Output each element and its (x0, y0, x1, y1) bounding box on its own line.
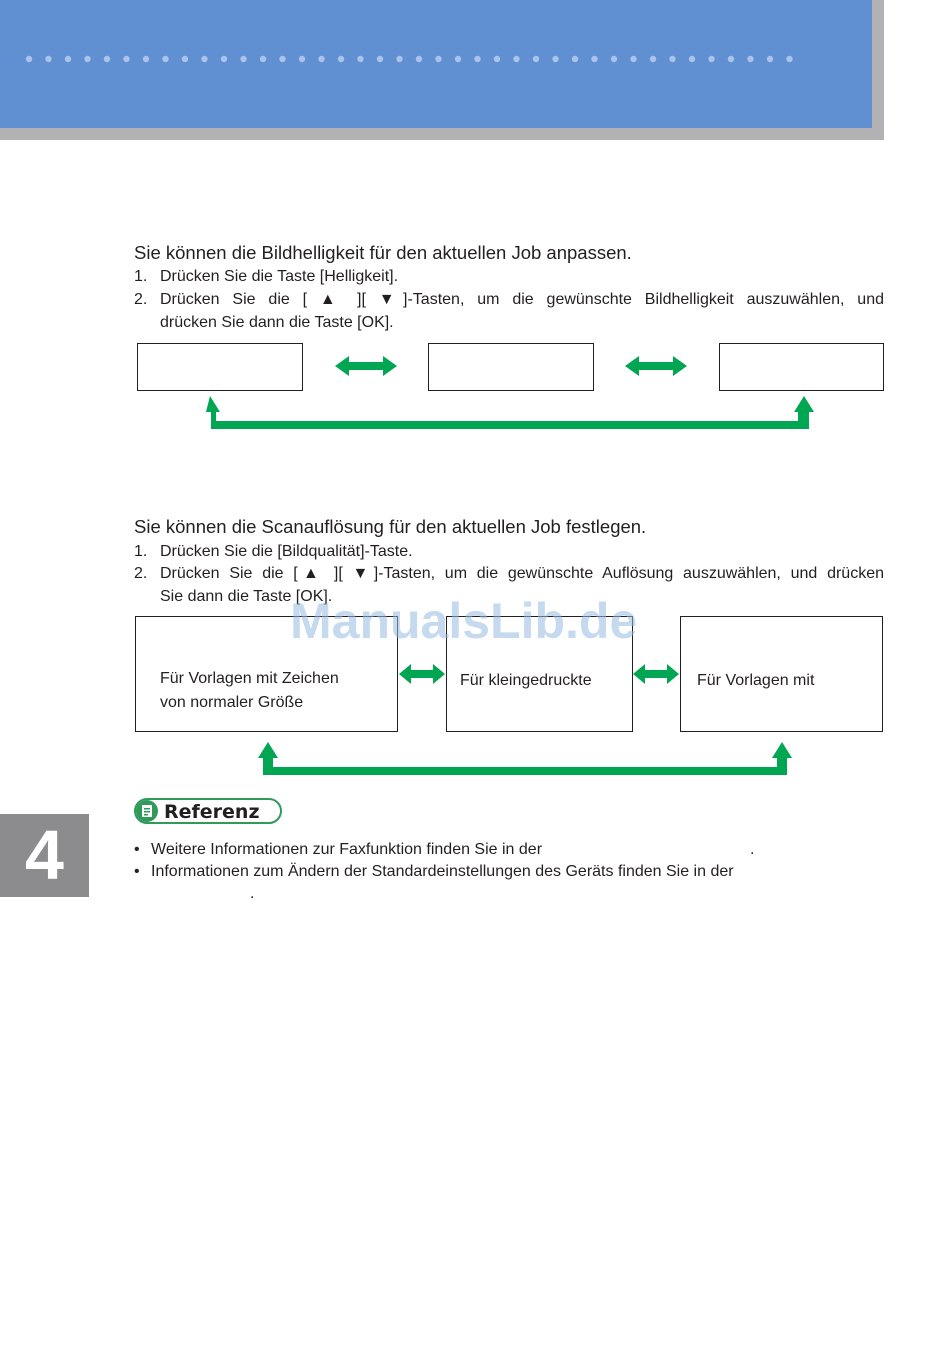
loop-arrow-icon (258, 742, 792, 776)
header-dot (416, 56, 422, 62)
header-dot (396, 56, 402, 62)
header-dot (474, 56, 480, 62)
header-dot (689, 56, 695, 62)
double-arrow-icon (335, 354, 397, 378)
header-dot (728, 56, 734, 62)
box-label: Für Vorlagen mit (697, 672, 815, 689)
bullet-dot: • (134, 841, 140, 858)
reference-label: Referenz (164, 801, 260, 823)
header-dots (24, 54, 804, 64)
header-dot (318, 56, 324, 62)
step-number: 2. (134, 291, 148, 308)
header-dot (104, 56, 110, 62)
box-label: Für kleingedruckte (460, 672, 592, 689)
header-dot (572, 56, 578, 62)
step-text: Drücken Sie die [ ▲ ][ ▼]-Tasten, um die gewünschte Bildhelligkeit auszuwählen, und (160, 291, 884, 308)
step-text-continued: Sie dann die Taste [OK]. (160, 588, 333, 605)
header-dot (299, 56, 305, 62)
header-dot (669, 56, 675, 62)
header-dot (455, 56, 461, 62)
header-dot (162, 56, 168, 62)
bullet-tail: . (750, 841, 755, 858)
resolution-box-3 (680, 616, 883, 732)
header-dot (552, 56, 558, 62)
loop-arrow-icon (206, 396, 814, 430)
header-dot (84, 56, 90, 62)
header-dot (143, 56, 149, 62)
header-dot (338, 56, 344, 62)
section2-intro: Sie können die Scanauflösung für den aktuellen Job festlegen. (134, 516, 647, 537)
box-label: Für Vorlagen mit Zeichen (160, 670, 339, 687)
section1-intro: Sie können die Bildhelligkeit für den aktuellen Job anpassen. (134, 242, 632, 263)
header-dot (65, 56, 71, 62)
header-dot (747, 56, 753, 62)
header-dot (279, 56, 285, 62)
box-label-line-2: von normaler Größe (160, 694, 304, 711)
chapter-number: 4 (25, 816, 64, 894)
step-number: 1. (134, 543, 148, 560)
step-text: Drücken Sie die Taste [Helligkeit]. (160, 268, 399, 285)
section1-step-2 (134, 288, 884, 334)
double-arrow-icon (399, 662, 445, 686)
step-text-continued: drücken Sie dann die Taste [OK]. (160, 314, 394, 331)
double-arrow-icon (625, 354, 687, 378)
step-text: Drücken Sie die [Bildqualität]-Taste. (160, 543, 413, 560)
bullet-text: Informationen zum Ändern der Standardeinstellungen des Geräts finden Sie in der (151, 863, 734, 880)
reference-bullet-2 (134, 861, 734, 883)
header-dot (767, 56, 773, 62)
header-dot (435, 56, 441, 62)
header-dot (708, 56, 714, 62)
brightness-box-3 (719, 343, 884, 391)
header-dot (611, 56, 617, 62)
brightness-box-2 (428, 343, 594, 391)
bullet-tail: . (250, 885, 255, 902)
header-dot (123, 56, 129, 62)
section2-step-1 (134, 540, 884, 563)
header-dot (494, 56, 500, 62)
header-dot (201, 56, 207, 62)
header-dot (786, 56, 792, 62)
step-text: Drücken Sie die [▲ ][ ▼]-Tasten, um die gewünschte Auflösung auszuwählen, und drücken (160, 565, 884, 582)
header-dot (357, 56, 363, 62)
header-dot (630, 56, 636, 62)
bullet-dot: • (134, 863, 140, 880)
bullet-text: Weitere Informationen zur Faxfunktion finden Sie in der (151, 841, 543, 858)
header-dot (182, 56, 188, 62)
header-dot (26, 56, 32, 62)
header-dot (240, 56, 246, 62)
step-number: 1. (134, 268, 148, 285)
header-band (0, 0, 872, 128)
reference-bullet-1 (134, 839, 542, 861)
step-number: 2. (134, 565, 148, 582)
header-dot (591, 56, 597, 62)
section1-step-1 (134, 265, 884, 288)
header-dot (513, 56, 519, 62)
watermark: ManualsLib.de (290, 593, 638, 649)
header-dot (650, 56, 656, 62)
header-dot (45, 56, 51, 62)
double-arrow-icon (633, 662, 679, 686)
header-dot (260, 56, 266, 62)
header-dot (377, 56, 383, 62)
brightness-box-1 (137, 343, 303, 391)
header-dot (533, 56, 539, 62)
note-icon (136, 800, 158, 822)
header-dot (221, 56, 227, 62)
